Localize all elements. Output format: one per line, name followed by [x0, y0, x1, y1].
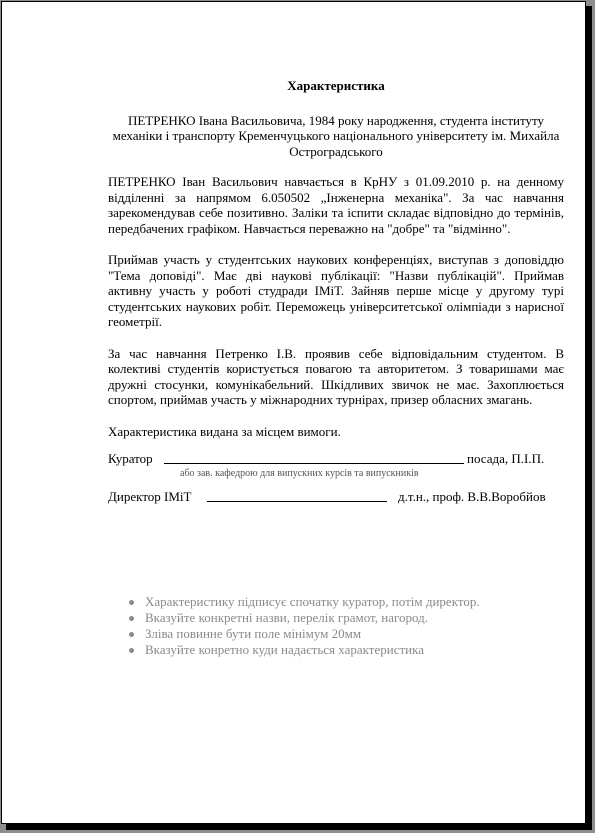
document-title: Характеристика [287, 78, 385, 93]
page-shadow-right [586, 6, 592, 830]
hint-item: Вказуйте конкретні назви, перелік грамот, нагород. [127, 610, 480, 626]
bullet-icon [129, 648, 134, 653]
paragraph-research: Приймав участь у студентських наукових конференціях, виступав з доповіддю "Тема доповіді". Має дві наукові публікації: "Назви публікацій". Приймав активну участь у роботі студради ІМіТ. Зайняв перше місце у другому турі студентських наукових робіт. Переможець університетської олімпіади з нарисної геометрії. [108, 252, 564, 329]
bullet-icon [129, 632, 134, 637]
document-page [1, 1, 586, 824]
hint-item: Зліва повинне бути поле мінімум 20мм [127, 626, 480, 642]
hint-item: Характеристику підписує спочатку куратор, потім директор. [127, 594, 480, 610]
curator-signature-line [164, 451, 464, 464]
curator-note [108, 467, 564, 489]
document-subtitle: ПЕТРЕНКО Івана Васильовича, 1984 року народження, студента інституту механіки і транспорту Кременчуцького національного університету ім. Михайла Остроградського [112, 112, 560, 159]
curator-signature-row [108, 451, 564, 467]
curator-note-text: або зав. кафедрою для випускних курсів та випускників [180, 468, 419, 479]
curator-position: посада, П.І.П. [467, 451, 545, 466]
hint-item: Вказуйте конретно куди надається характеристика [127, 642, 480, 658]
bullet-icon [129, 616, 134, 621]
curator-label: Куратор [108, 451, 153, 466]
director-signature-row [108, 489, 564, 505]
paragraph-character: За час навчання Петренко І.В. проявив себе відповідальним студентом. В колективі студентів користується повагою та авторитетом. З товаришами має дружні стосунки, комунікабельний. Шкідливих звичок не має. Захоплюється спортом, приймав участь у міжнародних турнірах, призер обласних змагань. [108, 345, 564, 407]
document-body [108, 78, 564, 505]
director-name: д.т.н., проф. В.В.Воробйов [398, 489, 546, 504]
issued-statement: Характеристика видана за місцем вимоги. [108, 423, 341, 439]
page-shadow-bottom [6, 824, 592, 830]
bullet-icon [129, 600, 134, 605]
director-signature-line [207, 489, 387, 502]
director-label: Директор ІМіТ [108, 489, 192, 504]
hints-list [127, 594, 480, 658]
paragraph-study: ПЕТРЕНКО Іван Васильович навчається в КрНУ з 01.09.2010 р. на денному відділенні за напрямом 6.050502 „Інженерна механіка". За час навчання зарекомендував себе позитивно. Заліки та іспити складає відповідно до термінів, передбачених графіком. Навчається переважно на "добре" та "відмінно". [108, 174, 564, 236]
